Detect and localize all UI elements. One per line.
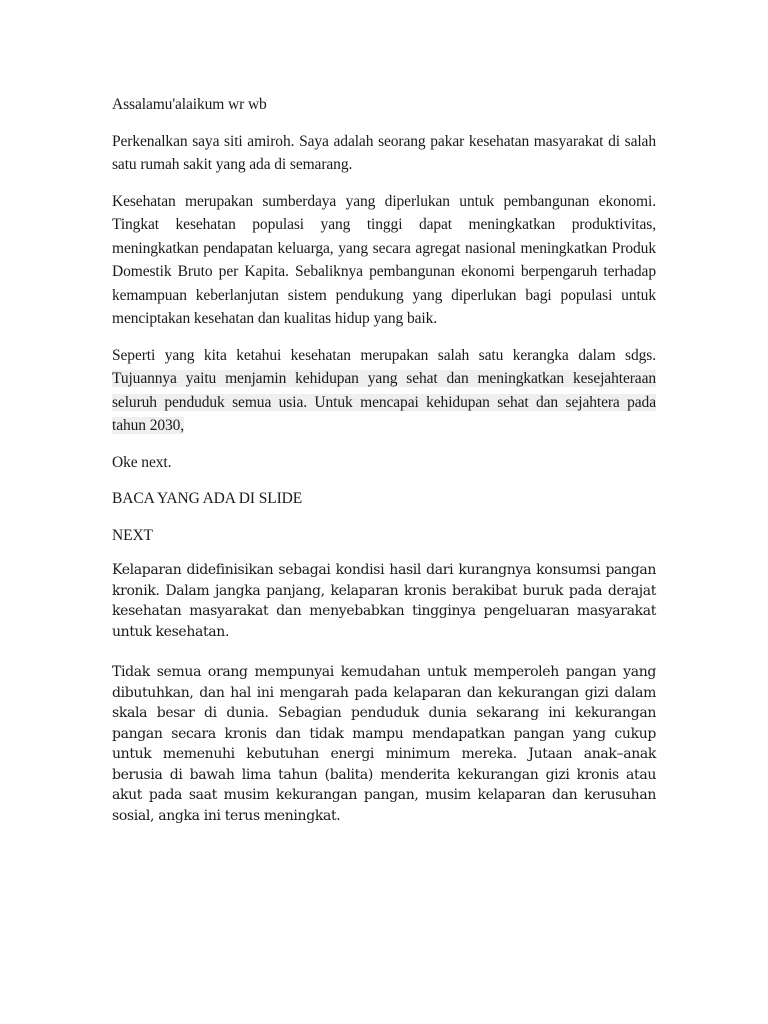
oke-next-line: Oke next. xyxy=(112,453,172,471)
health-paragraph: Kesehatan merupakan sumberdaya yang diperlukan untuk pembangunan ekonomi. Tingkat kesehatan populasi yang tinggi dapat meningkatkan produktivitas, meningkatkan pendapatan keluarga, yang secara agregat nasional meningkatkan Produk Domestik Bruto per Kapita. Sebaliknya pembangunan ekonomi berpengaruh terhadap kemampuan keberlanjutan sistem pendukung yang diperlukan bagi populasi untuk menciptakan kesehatan dan kualitas hidup yang baik. xyxy=(112,192,656,327)
sdgs-highlighted-text: Tujuannya yaitu menjamin kehidupan yang sehat dan meningkatkan kesejahteraan seluruh penduduk semua usia. Untuk mencapai kehidupan sehat dan sejahtera pada tahun 2030, xyxy=(112,370,656,434)
hunger-paragraph: Kelaparan didefinisikan sebagai kondisi hasil dari kurangnya konsumsi pangan kronik. Dalam jangka panjang, kelaparan kronis berakibat buruk pada derajat kesehatan masyarakat dan menyebabkan tingginya pengeluaran masyarakat untuk kesehatan. xyxy=(112,562,656,640)
baca-slide-line: BACA YANG ADA DI SLIDE xyxy=(112,490,303,507)
next-line: NEXT xyxy=(112,526,153,544)
document-page xyxy=(112,93,656,826)
greeting-line: Assalamu'alaikum wr wb xyxy=(112,96,267,113)
sdgs-paragraph xyxy=(112,344,656,438)
sdgs-intro-text: Seperti yang kita ketahui kesehatan merupakan salah satu kerangka dalam sdgs. xyxy=(112,346,656,364)
intro-paragraph: Perkenalkan saya siti amiroh. Saya adalah seorang pakar kesehatan masyarakat di salah satu rumah sakit yang ada di semarang. xyxy=(112,132,656,173)
food-access-paragraph: Tidak semua orang mempunyai kemudahan untuk memperoleh pangan yang dibutuhkan, dan hal ini mengarah pada kelaparan dan kekurangan gizi dalam skala besar di dunia. Sebagian penduduk dunia sekarang ini kekurangan pangan secara kronis dan tidak mampu mendapatkan pangan yang cukup untuk memenuhi kebutuhan energi minimum mereka. Jutaan anak–anak berusia di bawah lima tahun (balita) menderita kekurangan gizi kronis atau akut pada saat musim kekurangan pangan, musim kelaparan dan kerusuhan sosial, angka ini terus meningkat. xyxy=(112,664,656,824)
